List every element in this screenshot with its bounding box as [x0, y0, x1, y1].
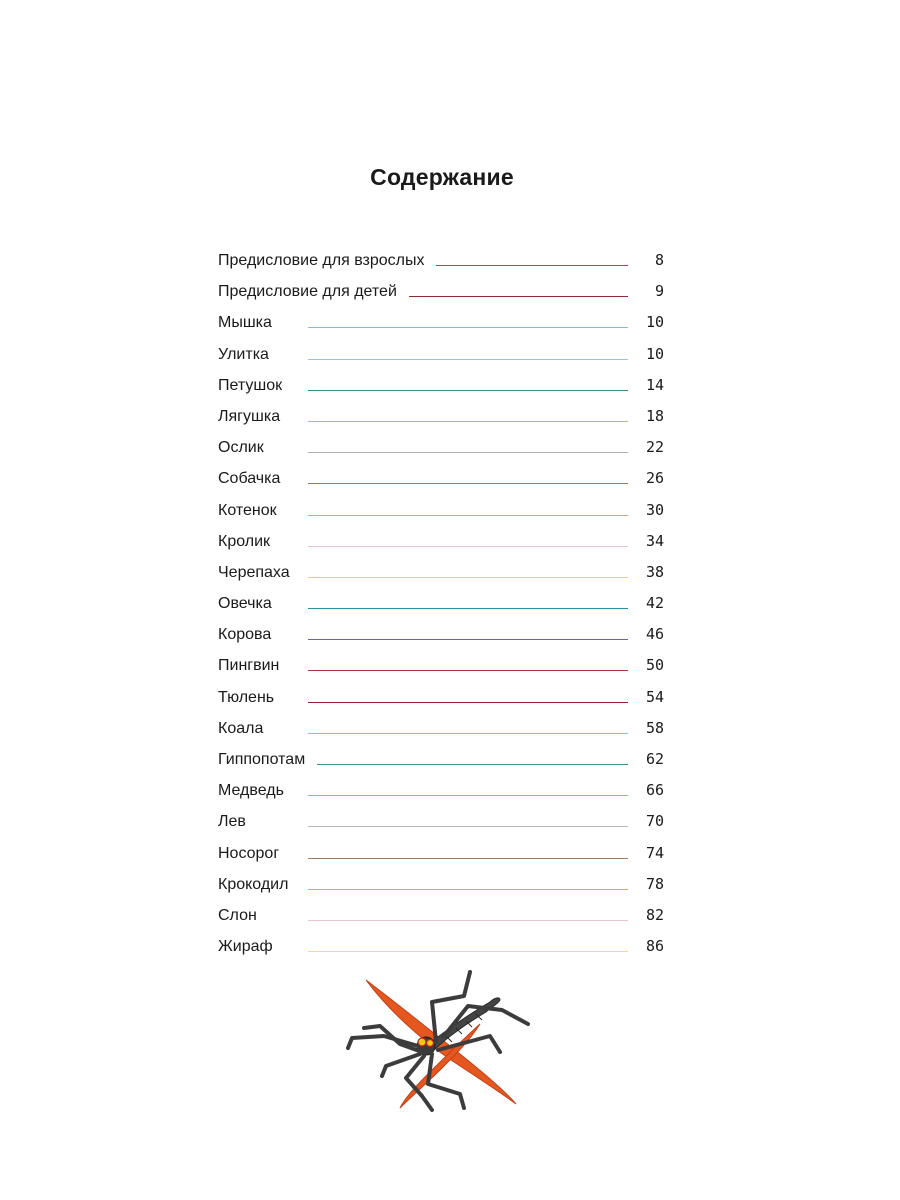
- toc-entry[interactable]: [218, 870, 670, 901]
- toc-leader-line: [308, 546, 628, 547]
- toc-leader-line: [436, 265, 628, 266]
- toc-page-number: 22: [645, 438, 664, 457]
- toc-page-number: 9: [654, 282, 664, 301]
- toc-entry[interactable]: [218, 807, 670, 838]
- toc-entry-title: Пингвин: [218, 657, 280, 675]
- toc-page-number: 18: [645, 406, 664, 425]
- toc-leader-line: [308, 889, 628, 890]
- toc-page-number: 34: [645, 531, 664, 550]
- toc-entry-title: Жираф: [218, 938, 273, 956]
- toc-entry[interactable]: [218, 839, 670, 870]
- toc-entry-title: Коала: [218, 719, 264, 737]
- toc-entry[interactable]: [218, 496, 670, 527]
- toc-entry[interactable]: [218, 340, 670, 371]
- toc-entry[interactable]: [218, 464, 670, 495]
- toc-leader-line: [308, 858, 628, 859]
- toc-entry[interactable]: [218, 714, 670, 745]
- toc-entry-title: Собачка: [218, 470, 281, 488]
- toc-entry[interactable]: [218, 901, 670, 932]
- toc-entry-title: Кролик: [218, 532, 271, 550]
- toc-entry[interactable]: [218, 558, 670, 589]
- toc-page-number: 26: [645, 469, 664, 488]
- toc-page-number: 58: [645, 718, 664, 737]
- toc-page-number: 10: [645, 313, 664, 332]
- toc-page-number: 66: [645, 781, 664, 800]
- toc-entry-title: Мышка: [218, 314, 272, 332]
- toc-entry[interactable]: [218, 745, 670, 776]
- toc-page-number: 8: [654, 251, 664, 269]
- toc-entry-title: Котенок: [218, 501, 277, 519]
- toc-entry[interactable]: [218, 683, 670, 714]
- toc-entry[interactable]: [218, 308, 670, 339]
- toc-page-number: 38: [645, 562, 664, 581]
- toc-page-number: 82: [645, 905, 664, 924]
- toc-leader-line: [308, 670, 628, 671]
- toc-entry-title: Черепаха: [218, 563, 290, 581]
- toc-leader-line: [308, 390, 628, 391]
- table-of-contents: [218, 246, 670, 963]
- toc-page-number: 30: [645, 500, 664, 519]
- toc-page-number: 42: [645, 594, 664, 613]
- toc-page-number: 62: [645, 750, 664, 768]
- toc-entry[interactable]: [218, 277, 670, 308]
- toc-entry[interactable]: [218, 776, 670, 807]
- toc-leader-line: [308, 826, 628, 827]
- toc-entry[interactable]: [218, 620, 670, 651]
- toc-page-number: 54: [645, 687, 664, 706]
- toc-entry-title: Тюлень: [218, 688, 275, 706]
- toc-leader-line: [308, 515, 628, 516]
- toc-page-number: 10: [645, 344, 664, 363]
- plasticine-dragonfly-icon: [340, 966, 540, 1116]
- toc-entry-title: Улитка: [218, 345, 269, 363]
- toc-entry[interactable]: [218, 651, 670, 682]
- toc-leader-line: [308, 608, 628, 609]
- toc-leader-line: [308, 702, 628, 703]
- toc-leader-line: [409, 296, 628, 297]
- toc-page-number: 46: [645, 625, 664, 644]
- toc-entry-title: Слон: [218, 906, 257, 924]
- toc-entry-title: Корова: [218, 626, 272, 644]
- toc-page-number: 50: [645, 656, 664, 675]
- toc-entry[interactable]: [218, 589, 670, 620]
- page-title: Содержание: [370, 164, 514, 190]
- toc-entry-title: Предисловие для взрослых: [218, 252, 425, 269]
- toc-entry-title: Лягушка: [218, 407, 281, 425]
- toc-entry[interactable]: [218, 433, 670, 464]
- toc-leader-line: [308, 483, 628, 484]
- toc-leader-line: [308, 795, 628, 796]
- toc-leader-line: [308, 733, 628, 734]
- toc-entry-title: Лев: [218, 813, 246, 831]
- toc-entry[interactable]: [218, 371, 670, 402]
- toc-leader-line: [308, 359, 628, 360]
- toc-page-number: 78: [645, 874, 664, 893]
- toc-leader-line: [308, 421, 628, 422]
- toc-leader-line: [308, 327, 628, 328]
- toc-entry-title: Гиппопотам: [218, 751, 306, 768]
- toc-page-number: 74: [645, 843, 664, 862]
- toc-entry-title: Ослик: [218, 439, 264, 457]
- toc-page-number: 86: [645, 937, 664, 956]
- toc-entry-title: Крокодил: [218, 875, 289, 893]
- toc-entry-title: Предисловие для детей: [218, 283, 397, 301]
- toc-entry[interactable]: [218, 932, 670, 963]
- toc-leader-line: [317, 764, 628, 765]
- toc-entry-title: Овечка: [218, 595, 272, 613]
- toc-leader-line: [308, 951, 628, 952]
- toc-leader-line: [308, 452, 628, 453]
- toc-leader-line: [308, 920, 628, 921]
- toc-leader-line: [308, 639, 628, 640]
- toc-entry[interactable]: [218, 402, 670, 433]
- toc-entry-title: Медведь: [218, 782, 284, 800]
- toc-entry[interactable]: [218, 527, 670, 558]
- toc-page-number: 14: [645, 375, 664, 394]
- toc-entry-title: Носорог: [218, 844, 280, 862]
- toc-page-number: 70: [645, 812, 664, 831]
- toc-entry[interactable]: [218, 246, 670, 277]
- toc-entry-title: Петушок: [218, 376, 283, 394]
- toc-leader-line: [308, 577, 628, 578]
